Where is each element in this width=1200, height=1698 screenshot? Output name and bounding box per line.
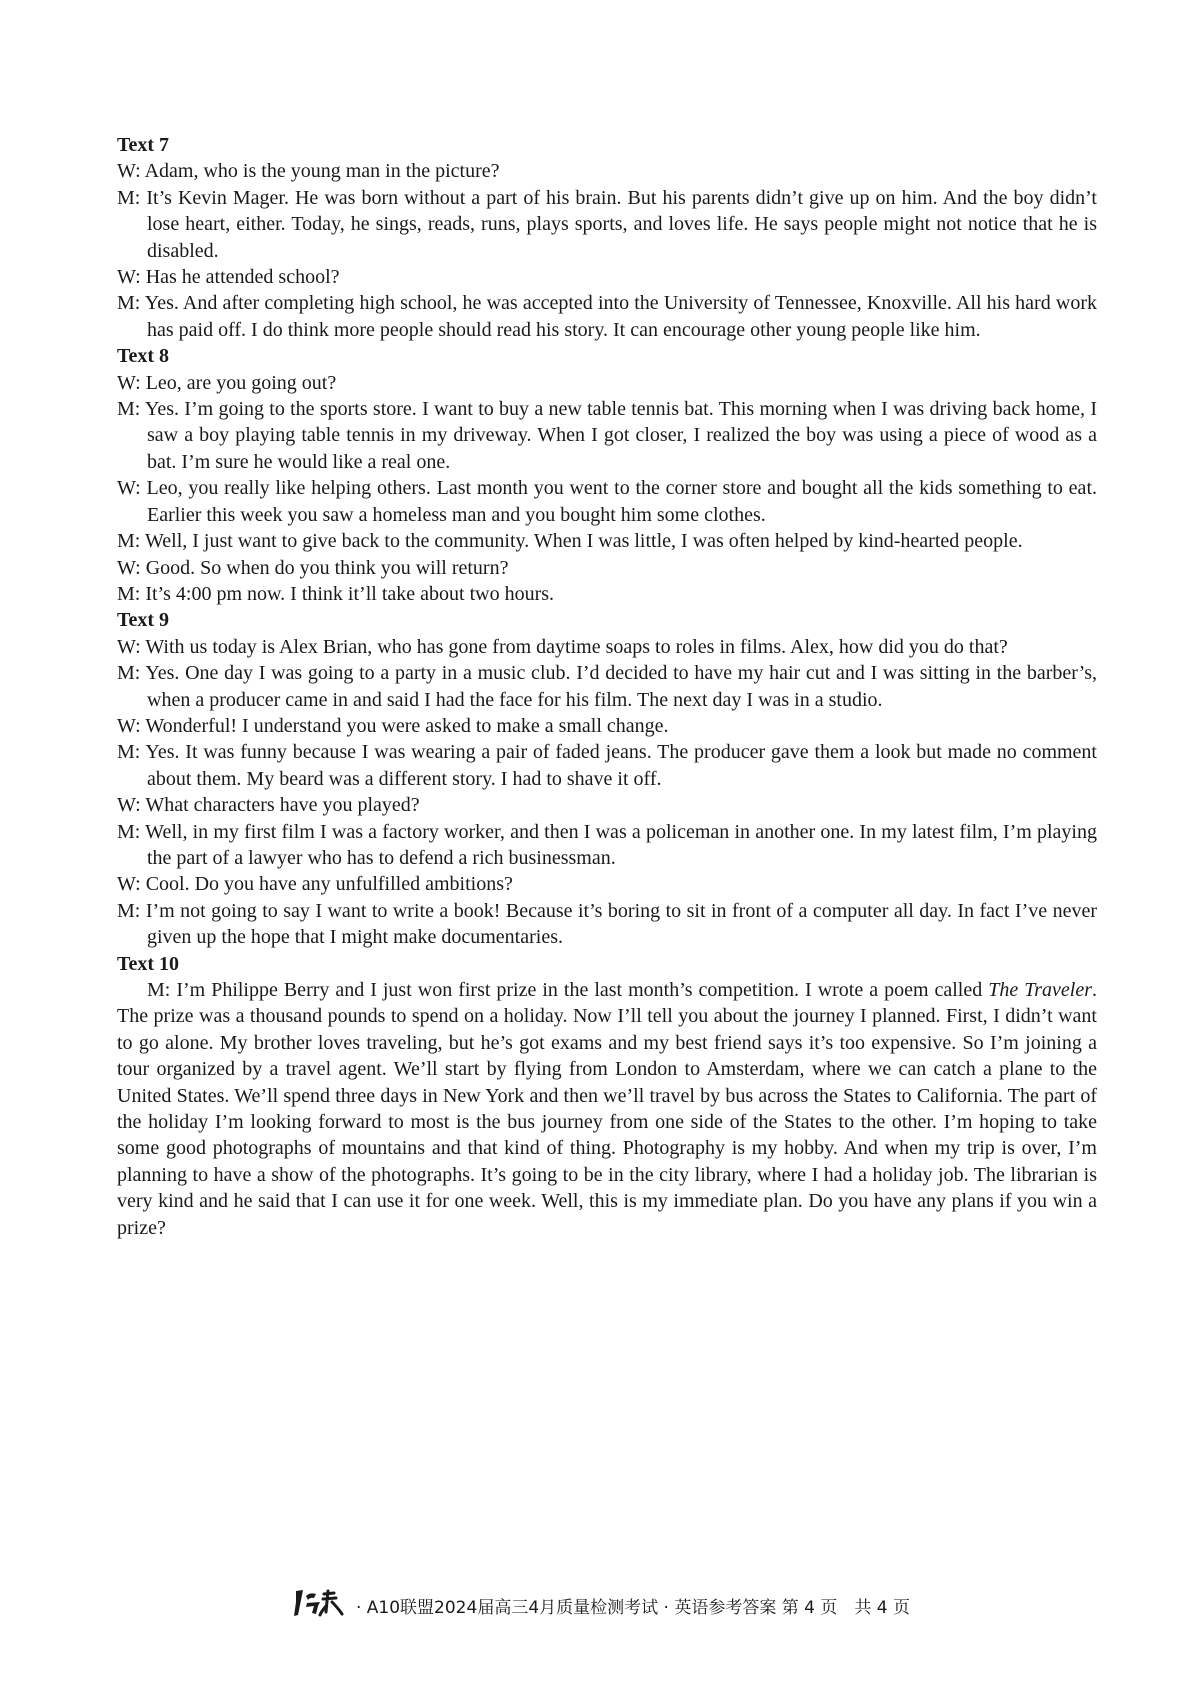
- dialogue-text: Good. So when do you think you will return?: [145, 556, 509, 579]
- dialogue-line: [117, 528, 1097, 554]
- dialogue-line: [117, 792, 1097, 818]
- section-heading: Text 8: [117, 345, 170, 368]
- dialogue-text: Yes. One day I was going to a party in a music club. I’d decided to have my hair cut and I was sitting in the barber’s, when a producer came in and said I had the face for his film. The next day I was in a studio.: [145, 662, 1097, 711]
- speaker-label: M:: [117, 530, 141, 553]
- speaker-label: W:: [117, 477, 141, 500]
- dialogue-text: It’s 4:00 pm now. I think it’ll take about two hours.: [145, 582, 555, 605]
- footer-text: · A10联盟2024届高三4月质量检测考试 · 英语参考答案 第 4 页 共 4 页: [355, 1598, 910, 1618]
- dialogue-line: [117, 739, 1097, 792]
- speaker-label: W:: [117, 160, 141, 183]
- dialogue-text: Yes. I’m going to the sports store. I want to buy a new table tennis bat. This morning when I was driving back home, I saw a boy playing table tennis in my driveway. When I got closer, I realized the boy was using a piece of wood as a bat. I’m sure he would like a real one.: [144, 398, 1097, 473]
- dialogue-line: [117, 475, 1097, 528]
- speaker-label: W:: [117, 714, 141, 737]
- brand-logo-mark: [290, 1588, 352, 1618]
- dialogue-text: Cool. Do you have any unfulfilled ambitions?: [145, 873, 513, 896]
- speaker-label: W:: [117, 635, 141, 658]
- dialogue-text: Leo, you really like helping others. Last month you went to the corner store and bought all the kids something to eat. Earlier this week you saw a homeless man and you bought him some clothes.: [146, 477, 1097, 526]
- dialogue-line: [117, 819, 1097, 872]
- dialogue-line: [117, 264, 1097, 290]
- dialogue-line: [117, 871, 1097, 897]
- speaker-label: M:: [117, 582, 141, 605]
- dialogue-line: [117, 370, 1097, 396]
- section-heading: Text 9: [117, 609, 170, 632]
- section-heading: Text 7: [117, 134, 170, 156]
- dialogue-text: Well, in my first film I was a factory worker, and then I was a policeman in another one. In my latest film, I’m playing the part of a lawyer who has to defend a rich businessman.: [145, 820, 1097, 869]
- speaker-label: M:: [117, 398, 141, 421]
- dialogue-line: [117, 634, 1097, 660]
- dialogue-text: Leo, are you going out?: [145, 371, 337, 394]
- poem-title: The Traveler: [988, 979, 1092, 1001]
- speaker-label: W:: [117, 371, 141, 394]
- dialogue-text: With us today is Alex Brian, who has gone from daytime soaps to roles in films. Alex, how did you do that?: [145, 635, 1008, 658]
- dialogue-text: Well, I just want to give back to the community. When I was little, I was often helped by kind-hearted people.: [144, 530, 1023, 553]
- page-footer: [0, 1588, 1200, 1623]
- brand-logo: [290, 1588, 352, 1623]
- dialogue-line: [117, 185, 1097, 264]
- dialogue-text: Adam, who is the young man in the picture?: [144, 160, 500, 183]
- dialogue-text: I’m not going to say I want to write a book! Because it’s boring to sit in front of a computer all day. In fact I’ve never given up the hope that I might make documentaries.: [145, 899, 1097, 949]
- dialogue-text: It’s Kevin Mager. He was born without a part of his brain. But his parents didn’t give up on him. And the boy didn’t lose heart, either. Today, he sings, reads, runs, plays sports, and loves life. He says people might not notice that he is disabled.: [146, 186, 1097, 262]
- dialogue-text: What characters have you played?: [145, 794, 420, 817]
- speaker-label: M:: [117, 741, 141, 764]
- dialogue-text: Has he attended school?: [145, 266, 340, 289]
- monologue-paragraph: [117, 977, 1097, 1241]
- speaker-label: M:: [117, 820, 141, 843]
- monologue-text-start: M: I’m Philippe Berry and I just won first prize in the last month’s competition. I wrote a poem called: [147, 979, 989, 1001]
- document-body: [117, 132, 1097, 1241]
- dialogue-text: Wonderful! I understand you were asked to make a small change.: [145, 714, 669, 737]
- dialogue-line: [117, 396, 1097, 475]
- speaker-label: W:: [117, 873, 141, 896]
- dialogue-line: [117, 898, 1097, 951]
- dialogue-line: [117, 581, 1097, 607]
- monologue-text-rest: . The prize was a thousand pounds to spend on a holiday. Now I’ll tell you about the journey I planned. First, I didn’t want to go alone. My brother loves traveling, but he’s got exams and my best friend says it’s too expensive. So I’m joining a tour organized by a travel agent. We’ll start by flying from London to Amsterdam, where we can catch a plane to the United States. We’ll spend three days in New York and then we’ll travel by bus across the States to California. The part of the holiday I’m looking forward to most is the bus journey from one side of the States to the other. I’m hoping to take some good photographs of mountains and that kind of thing. Photography is my hobby. And when my trip is over, I’m planning to have a show of the photographs. It’s going to be in the city library, where I had a holiday job. The librarian is very kind and he said that I can use it for one week. Well, this is my immediate plan. Do you have any plans if you win a prize?: [117, 979, 1097, 1239]
- speaker-label: M:: [117, 662, 141, 685]
- dialogue-line: [117, 158, 1097, 184]
- dialogue-line: [117, 713, 1097, 739]
- dialogue-line: [117, 555, 1097, 581]
- speaker-label: W:: [117, 266, 141, 289]
- speaker-label: M:: [117, 186, 141, 209]
- speaker-label: M:: [117, 292, 141, 315]
- speaker-label: M:: [117, 899, 141, 922]
- speaker-label: W:: [117, 794, 141, 817]
- section-heading: Text 10: [117, 952, 180, 975]
- speaker-label: W:: [117, 556, 141, 579]
- dialogue-text: Yes. It was funny because I was wearing a pair of faded jeans. The producer gave them a look but made no comment about them. My beard was a different story. I had to shave it off.: [145, 741, 1097, 790]
- dialogue-line: [117, 660, 1097, 713]
- dialogue-text: Yes. And after completing high school, he was accepted into the University of Tennessee, Knoxville. All his hard work has paid off. I do think more people should read his story. It can encourage other young people like him.: [144, 292, 1097, 341]
- dialogue-line: [117, 290, 1097, 343]
